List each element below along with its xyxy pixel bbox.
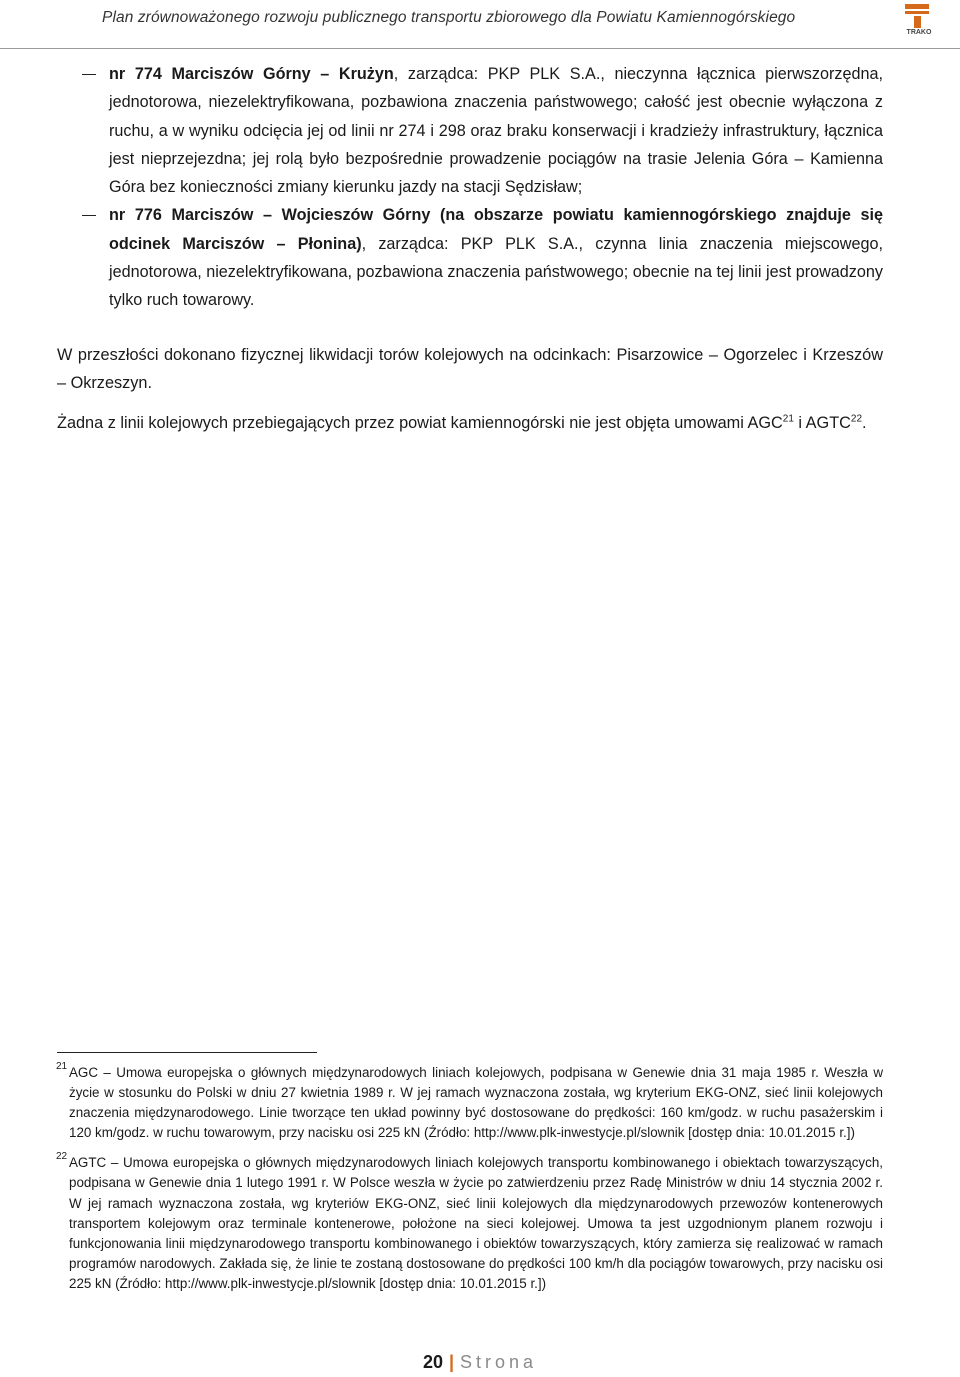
footnote-number: 22 bbox=[56, 1151, 68, 1163]
paragraph-text: i AGTC bbox=[793, 413, 851, 432]
main-content bbox=[57, 60, 883, 437]
footnote-22 bbox=[57, 1153, 883, 1294]
footnote-separator bbox=[57, 1052, 317, 1053]
footer-page-word: Strona bbox=[460, 1352, 538, 1372]
page-header bbox=[0, 0, 960, 49]
list-item bbox=[57, 201, 883, 314]
footnote-ref-22[interactable]: 22 bbox=[850, 413, 863, 425]
footnote-21 bbox=[57, 1063, 883, 1143]
logo-caption: TRAKO bbox=[906, 29, 932, 36]
paragraph-text: . bbox=[862, 413, 867, 432]
paragraph-text: Żadna z linii kolejowych przebiegających przez powiat kamiennogórski nie jest objęta umowami AGC bbox=[57, 413, 783, 432]
footnote-text: AGTC – Umowa europejska o głównych międzynarodowych liniach kolejowych transportu kombinowanego i obiektach towarzyszących, podpisana w Genewie dnia 1 lutego 1991 r. W Polsce weszła w życie po zatwierdzeniu przez Radę Ministrów w dniu 14 stycznia 2002 r. W jej ramach wyznaczona została, wg kryteriów EKG-ONZ, sieć linii kolejowych dla międzynarodowych przewozów kontenerowych transportem kolejowym oraz terminale kontenerowe, położone na sieci kolejowej. Umowa ta jest uzgodnionym planem rozwoju i funkcjonowania linii międzynarodowego transportu kombinowanego i obiektów towarzyszących, który zamierza się realizować w ramach programów narodowych. Zakłada się, że linie te zostaną dostosowane do prędkości 100 km/h dla pociągów towarowych, przy nacisku osi 225 kN (Źródło: http://www.plk-inwestycje.pl/slownik [dostęp dnia: 10.01.2015 r.]) bbox=[69, 1155, 883, 1291]
line-description: , zarządca: PKP PLK S.A., nieczynna łącznica pierwszorzędna, jednotorowa, niezelektryfikowana, pozbawiona znaczenia państwowego; całość jest obecnie wyłączona z ruchu, a w wyniku odcięcia jej od linii nr 274 i 298 oraz braku konserwacji i kradzieży infrastruktury, łącznica jest nieprzejezdna; jej rolą było bezpośrednie prowadzenie pociągów na trasie Jelenia Góra – Kamienna Góra bez konieczności zmiany kierunku jazdy na stacji Sędzisław; bbox=[109, 65, 883, 197]
trako-logo-icon bbox=[902, 4, 936, 28]
dash-bullet-icon bbox=[82, 74, 96, 75]
trako-logo bbox=[902, 4, 936, 40]
line-label: nr 774 Marciszów Górny – Krużyn bbox=[109, 65, 394, 83]
line-description: , zarządca: PKP PLK S.A., czynna linia znaczenia miejscowego, jednotorowa, niezelektryfikowana, pozbawiona znaczenia państwowego; obecnie na tej linii jest prowadzony tylko ruch towarowy. bbox=[109, 234, 883, 310]
header-title: Plan zrównoważonego rozwoju publicznego transportu zbiorowego dla Powiatu Kamiennogórskiego bbox=[102, 9, 796, 26]
footer-separator: | bbox=[448, 1352, 455, 1372]
footnote-text: AGC – Umowa europejska o głównych międzynarodowych liniach kolejowych, podpisana w Genewie dnia 31 maja 1985 r. Weszła w życie w stosunku do Polski w dniu 27 kwietnia 1989 r. W jej ramach wyznaczona została, wg kryterium EKG-ONZ, sieć linii kolejowych znaczenia międzynarodowego. Linie tworzące ten układ powinny być dostosowane do prędkości: 160 km/godz. w ruchu pasażerskim i 120 km/godz. w ruchu towarowym, przy nacisku osi 225 kN (Źródło: http://www.plk-inwestycje.pl/slownik [dostęp dnia: 10.01.2015 r.]) bbox=[69, 1065, 883, 1141]
footnotes bbox=[57, 1052, 883, 1304]
line-label: nr 776 Marciszów – Wojcieszów Górny (na obszarze powiatu kamiennogórskiego znajduje się odcinek Marciszów – Płonina) bbox=[109, 206, 883, 253]
page-footer bbox=[0, 1352, 960, 1373]
dash-bullet-icon bbox=[82, 215, 96, 216]
footnote-number: 21 bbox=[56, 1061, 68, 1072]
page-number: 20 bbox=[422, 1352, 443, 1372]
paragraph-agreements bbox=[57, 409, 883, 438]
list-item bbox=[57, 60, 883, 201]
footnote-ref-21[interactable]: 21 bbox=[782, 413, 794, 425]
paragraph-liquidation: W przeszłości dokonano fizycznej likwidacji torów kolejowych na odcinkach: Pisarzowice – Ogorzelec i Krzeszów – Okrzeszyn. bbox=[57, 345, 883, 393]
